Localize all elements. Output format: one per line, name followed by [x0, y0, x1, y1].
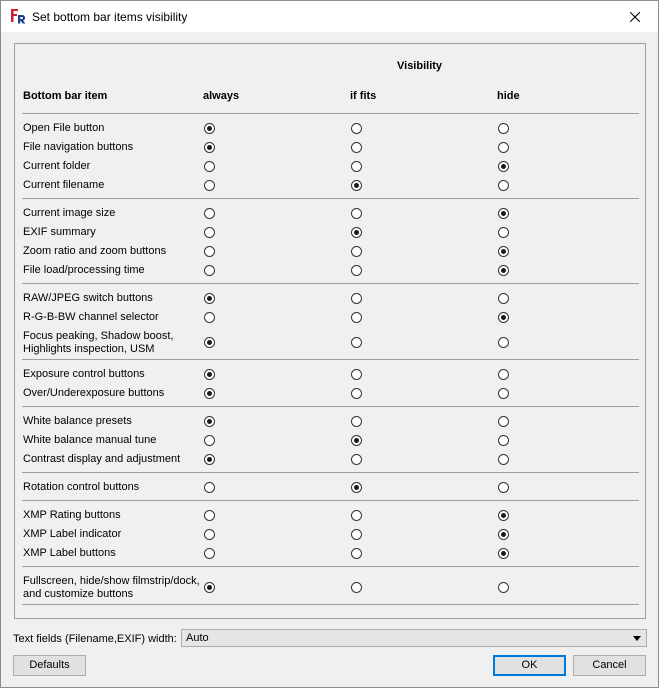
group-separator	[22, 566, 639, 567]
radio-hide[interactable]	[498, 510, 509, 521]
close-button[interactable]	[612, 1, 658, 32]
group-separator	[22, 604, 639, 605]
radio-iffits[interactable]	[351, 246, 362, 257]
radio-iffits[interactable]	[351, 388, 362, 399]
item-label-line: Focus peaking, Shadow boost,	[23, 330, 174, 342]
item-label	[23, 160, 90, 173]
item-label	[23, 528, 121, 541]
item-label	[23, 311, 159, 324]
item-label-line: XMP Label indicator	[23, 528, 122, 540]
radio-iffits[interactable]	[351, 435, 362, 446]
radio-hide[interactable]	[498, 388, 509, 399]
radio-always[interactable]	[204, 369, 215, 380]
item-label	[23, 226, 96, 239]
radio-always[interactable]	[204, 142, 215, 153]
item-label-line: Contrast display and adjustment	[23, 453, 181, 465]
radio-hide[interactable]	[498, 529, 509, 540]
item-label-line: XMP Rating buttons	[23, 509, 121, 521]
title-bar	[1, 1, 658, 32]
item-label	[23, 179, 104, 192]
radio-iffits[interactable]	[351, 482, 362, 493]
radio-always[interactable]	[204, 454, 215, 465]
item-label-line: Highlights inspection, USM	[23, 343, 155, 355]
radio-always[interactable]	[204, 161, 215, 172]
radio-always[interactable]	[204, 312, 215, 323]
radio-hide[interactable]	[498, 435, 509, 446]
group-separator	[22, 359, 639, 360]
app-logo-icon	[10, 8, 26, 24]
radio-iffits[interactable]	[351, 161, 362, 172]
item-label-line: Zoom ratio and zoom buttons	[23, 245, 167, 257]
radio-always[interactable]	[204, 227, 215, 238]
item-label	[23, 292, 153, 305]
radio-iffits[interactable]	[351, 265, 362, 276]
radio-hide[interactable]	[498, 161, 509, 172]
radio-always[interactable]	[204, 123, 215, 134]
item-label-line: Over/Underexposure buttons	[23, 387, 165, 399]
radio-hide[interactable]	[498, 312, 509, 323]
item-label	[23, 453, 180, 466]
radio-always[interactable]	[204, 482, 215, 493]
item-label	[23, 481, 139, 494]
radio-always[interactable]	[204, 388, 215, 399]
radio-always[interactable]	[204, 529, 215, 540]
item-label-line: R-G-B-BW channel selector	[23, 311, 159, 323]
group-separator	[22, 472, 639, 473]
radio-iffits[interactable]	[351, 369, 362, 380]
chevron-down-icon	[633, 636, 641, 641]
text-fields-width-label: Text fields (Filename,EXIF) width:	[13, 633, 177, 645]
radio-hide[interactable]	[498, 227, 509, 238]
close-icon	[630, 12, 640, 22]
radio-always[interactable]	[204, 416, 215, 427]
radio-iffits[interactable]	[351, 123, 362, 134]
radio-hide[interactable]	[498, 482, 509, 493]
visibility-panel	[14, 43, 646, 619]
group-separator	[22, 113, 639, 114]
radio-hide[interactable]	[498, 548, 509, 559]
iffits-header: if fits	[350, 90, 377, 102]
item-label-line: RAW/JPEG switch buttons	[23, 292, 153, 304]
group-separator	[22, 283, 639, 284]
radio-hide[interactable]	[498, 416, 509, 427]
item-label-line: White balance manual tune	[23, 434, 157, 446]
item-label-line: Exposure control buttons	[23, 368, 145, 380]
radio-iffits[interactable]	[351, 142, 362, 153]
radio-iffits[interactable]	[351, 529, 362, 540]
radio-hide[interactable]	[498, 293, 509, 304]
item-label	[23, 207, 115, 220]
item-label-line: XMP Label buttons	[23, 547, 116, 559]
radio-hide[interactable]	[498, 123, 509, 134]
cancel-button[interactable]: Cancel	[573, 655, 646, 676]
item-label	[23, 264, 145, 277]
item-label-line: File load/processing time	[23, 264, 145, 276]
item-label-line: Rotation control buttons	[23, 481, 140, 493]
ok-button[interactable]: OK	[493, 655, 566, 676]
radio-iffits[interactable]	[351, 337, 362, 348]
text-fields-width-select[interactable]	[181, 629, 647, 647]
radio-hide[interactable]	[498, 180, 509, 191]
radio-iffits[interactable]	[351, 227, 362, 238]
radio-iffits[interactable]	[351, 312, 362, 323]
item-label-line: Open File button	[23, 122, 105, 134]
radio-iffits[interactable]	[351, 582, 362, 593]
radio-always[interactable]	[204, 582, 215, 593]
item-label	[23, 509, 121, 522]
bottom-bar-item-header: Bottom bar item	[23, 90, 108, 102]
item-label	[23, 330, 173, 356]
defaults-button[interactable]: Defaults	[13, 655, 86, 676]
item-label-line: Current folder	[23, 160, 91, 172]
radio-hide[interactable]	[498, 337, 509, 348]
radio-hide[interactable]	[498, 246, 509, 257]
radio-iffits[interactable]	[351, 293, 362, 304]
group-separator	[22, 500, 639, 501]
radio-always[interactable]	[204, 293, 215, 304]
radio-always[interactable]	[204, 337, 215, 348]
window-title: Set bottom bar items visibility	[32, 10, 188, 24]
item-label	[23, 575, 200, 601]
radio-hide[interactable]	[498, 208, 509, 219]
radio-always[interactable]	[204, 510, 215, 521]
item-label-line: Current filename	[23, 179, 105, 191]
item-label	[23, 141, 133, 154]
radio-hide[interactable]	[498, 369, 509, 380]
hide-header: hide	[497, 90, 520, 102]
radio-hide[interactable]	[498, 142, 509, 153]
item-label	[23, 387, 164, 400]
item-label-line: File navigation buttons	[23, 141, 134, 153]
item-label-line: EXIF summary	[23, 226, 96, 238]
item-label	[23, 122, 104, 135]
radio-hide[interactable]	[498, 582, 509, 593]
text-fields-width-value: Auto	[186, 632, 209, 644]
radio-hide[interactable]	[498, 454, 509, 465]
item-label-line: and customize buttons	[23, 588, 134, 600]
radio-iffits[interactable]	[351, 548, 362, 559]
radio-always[interactable]	[204, 208, 215, 219]
item-label	[23, 368, 145, 381]
radio-hide[interactable]	[498, 265, 509, 276]
radio-iffits[interactable]	[351, 454, 362, 465]
group-separator	[22, 406, 639, 407]
radio-always[interactable]	[204, 265, 215, 276]
visibility-heading: Visibility	[397, 60, 443, 72]
item-label	[23, 245, 166, 258]
item-label	[23, 434, 156, 447]
radio-always[interactable]	[204, 180, 215, 191]
radio-iffits[interactable]	[351, 510, 362, 521]
radio-always[interactable]	[204, 548, 215, 559]
radio-always[interactable]	[204, 435, 215, 446]
always-header: always	[203, 90, 240, 102]
group-separator	[22, 198, 639, 199]
item-label	[23, 547, 116, 560]
item-label-line: Fullscreen, hide/show filmstrip/dock,	[23, 575, 200, 587]
radio-always[interactable]	[204, 246, 215, 257]
radio-iffits[interactable]	[351, 416, 362, 427]
radio-iffits[interactable]	[351, 180, 362, 191]
item-label-line: White balance presets	[23, 415, 132, 427]
item-label-line: Current image size	[23, 207, 116, 219]
item-label	[23, 415, 132, 428]
radio-iffits[interactable]	[351, 208, 362, 219]
